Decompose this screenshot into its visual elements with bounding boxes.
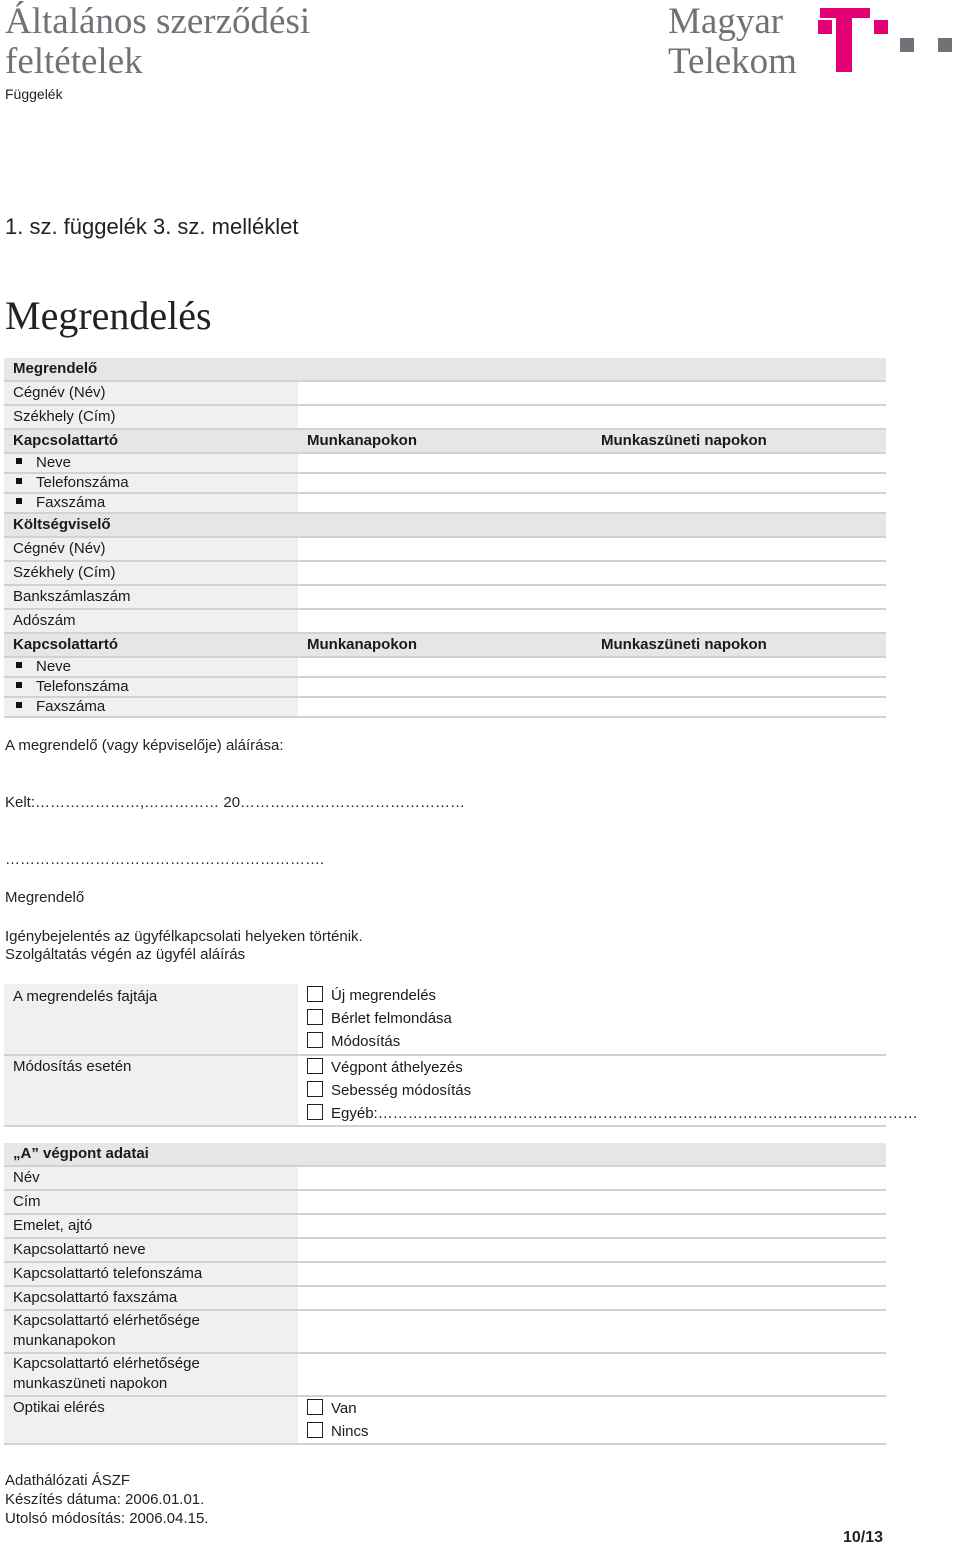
document-title-line1: Általános szerződési: [5, 1, 311, 42]
note-line1: Igénybejelentés az ügyfélkapcsolati helyeken történik.: [5, 928, 363, 945]
checkbox-icon[interactable]: [307, 1399, 323, 1415]
footer: [5, 1471, 208, 1528]
brand-name-line2: Telekom: [668, 41, 797, 82]
form-title: Megrendelés: [5, 293, 212, 338]
footer-modified-date: Utolsó módosítás: 2006.04.15.: [5, 1510, 209, 1527]
endpoint-avail-work-line1: Kapcsolattartó elérhetősége: [13, 1312, 200, 1329]
option-other-text: Egyéb:………………………………………………………………………………………………: [331, 1105, 918, 1122]
payer-company-label: Cégnév (Név): [4, 537, 298, 561]
payer-workdays-heading: Munkanapokon: [298, 633, 592, 657]
endpoint-section-heading: „A” végpont adatai: [4, 1143, 886, 1166]
modify-case-label: Módosítás esetén: [4, 1055, 298, 1126]
checkbox-icon[interactable]: [307, 1058, 323, 1074]
option-optical-yes[interactable]: [307, 1397, 886, 1420]
payer-fax-workdays-field[interactable]: [298, 697, 592, 717]
endpoint-avail-holiday-line1: Kapcsolattartó elérhetősége: [13, 1355, 200, 1372]
optical-access-options: [298, 1396, 886, 1444]
bullet-icon: [16, 702, 22, 708]
option-optical-no-text: Nincs: [331, 1423, 369, 1440]
endpoint-contact-name-field[interactable]: [298, 1238, 886, 1262]
optical-access-label: Optikai elérés: [4, 1396, 298, 1444]
bullet-icon: [16, 662, 22, 668]
checkbox-icon[interactable]: [307, 1104, 323, 1120]
orderer-fax-holidays-field[interactable]: [592, 493, 886, 513]
checkbox-icon[interactable]: [307, 1032, 323, 1048]
orderer-contact-name-text: Neve: [36, 454, 72, 471]
payer-contact-fax-text: Faxszáma: [36, 698, 106, 715]
note-line2: Szolgáltatás végén az ügyfél aláírás: [5, 946, 246, 963]
brand-name: [668, 2, 797, 82]
endpoint-contact-name-label: Kapcsolattartó neve: [4, 1238, 298, 1262]
endpoint-contact-fax-label: Kapcsolattartó faxszáma: [4, 1286, 298, 1310]
payer-holidays-heading: Munkaszüneti napokon: [592, 633, 886, 657]
orderer-fax-workdays-field[interactable]: [298, 493, 592, 513]
orderer-phone-workdays-field[interactable]: [298, 473, 592, 493]
telekom-t-logo-icon: [818, 6, 956, 74]
orderer-seat-field[interactable]: [298, 405, 886, 429]
payer-company-field[interactable]: [298, 537, 886, 561]
payer-fax-holidays-field[interactable]: [592, 697, 886, 717]
order-type-label: A megrendelés fajtája: [4, 984, 298, 1055]
document-subtitle: Függelék: [5, 86, 63, 102]
bullet-icon: [16, 458, 22, 464]
bullet-icon: [16, 498, 22, 504]
checkbox-icon[interactable]: [307, 1009, 323, 1025]
orderer-contact-fax-text: Faxszáma: [36, 494, 106, 511]
orderer-contact-fax-label: [4, 493, 298, 513]
endpoint-avail-holiday-field[interactable]: [298, 1353, 886, 1396]
brand-name-line1: Magyar: [668, 1, 784, 42]
payer-bank-label: Bankszámlaszám: [4, 585, 298, 609]
option-speed-change[interactable]: [307, 1079, 886, 1102]
endpoint-contact-phone-label: Kapcsolattartó telefonszáma: [4, 1262, 298, 1286]
endpoint-address-field[interactable]: [298, 1190, 886, 1214]
orderer-holidays-heading: Munkaszüneti napokon: [592, 429, 886, 453]
option-lease-cancel[interactable]: [307, 1007, 886, 1030]
orderer-name-holidays-field[interactable]: [592, 453, 886, 473]
endpoint-floor-label: Emelet, ajtó: [4, 1214, 298, 1238]
orderer-contact-name-label: [4, 453, 298, 473]
footer-created-date: Készítés dátuma: 2006.01.01.: [5, 1491, 205, 1508]
payer-tax-field[interactable]: [298, 609, 886, 633]
payer-name-holidays-field[interactable]: [592, 657, 886, 677]
orderer-company-label: Cégnév (Név): [4, 381, 298, 405]
endpoint-address-label: Cím: [4, 1190, 298, 1214]
orderer-seat-label: Székhely (Cím): [4, 405, 298, 429]
endpoint-table: [4, 1143, 886, 1445]
orderer-contact-phone-label: [4, 473, 298, 493]
endpoint-avail-work-field[interactable]: [298, 1310, 886, 1353]
option-new-order-text: Új megrendelés: [331, 987, 437, 1004]
endpoint-avail-holiday-line2: munkaszüneti napokon: [13, 1375, 168, 1392]
orderer-company-field[interactable]: [298, 381, 886, 405]
annex-title: 1. sz. függelék 3. sz. melléklet: [5, 214, 299, 239]
option-move-endpoint[interactable]: [307, 1056, 886, 1079]
signature-label: A megrendelő (vagy képviselője) aláírása:: [5, 737, 284, 754]
bullet-icon: [16, 682, 22, 688]
payer-contact-heading: Kapcsolattartó: [4, 633, 298, 657]
page-number: 10/13: [843, 1529, 884, 1546]
endpoint-floor-field[interactable]: [298, 1214, 886, 1238]
orderer-table: [4, 358, 886, 718]
signature-role: Megrendelő: [5, 889, 85, 906]
checkbox-icon[interactable]: [307, 1081, 323, 1097]
document-title: [5, 2, 310, 82]
order-type-options: [298, 984, 886, 1055]
orderer-contact-phone-text: Telefonszáma: [36, 474, 129, 491]
document-title-line2: feltételek: [5, 41, 143, 82]
option-move-endpoint-text: Végpont áthelyezés: [331, 1059, 463, 1076]
orderer-section-heading: Megrendelő: [4, 358, 886, 381]
footer-doc-name: Adathálózati ÁSZF: [5, 1472, 131, 1489]
signature-line[interactable]: ……………………………………………………….: [5, 851, 325, 868]
payer-name-workdays-field[interactable]: [298, 657, 592, 677]
date-line[interactable]: Kelt:…………………,…………… 20………………………………………: [5, 794, 466, 811]
modify-options: [298, 1055, 918, 1126]
orderer-phone-holidays-field[interactable]: [592, 473, 886, 493]
payer-section-heading: Költségviselő: [4, 513, 886, 537]
payer-seat-field[interactable]: [298, 561, 886, 585]
option-optical-no[interactable]: [307, 1420, 886, 1443]
payer-contact-name-label: [4, 657, 298, 677]
payer-contact-phone-text: Telefonszáma: [36, 678, 129, 695]
option-speed-change-text: Sebesség módosítás: [331, 1082, 472, 1099]
endpoint-contact-phone-field[interactable]: [298, 1262, 886, 1286]
payer-bank-field[interactable]: [298, 585, 886, 609]
bullet-icon: [16, 478, 22, 484]
payer-contact-phone-label: [4, 677, 298, 697]
option-other[interactable]: [307, 1102, 918, 1125]
order-type-table: [4, 984, 918, 1127]
endpoint-avail-work-label: [4, 1310, 298, 1353]
payer-seat-label: Székhely (Cím): [4, 561, 298, 585]
payer-phone-holidays-field[interactable]: [592, 677, 886, 697]
endpoint-name-field[interactable]: [298, 1166, 886, 1190]
orderer-workdays-heading: Munkanapokon: [298, 429, 592, 453]
checkbox-icon[interactable]: [307, 986, 323, 1002]
option-lease-cancel-text: Bérlet felmondása: [331, 1010, 452, 1027]
endpoint-avail-holiday-label: [4, 1353, 298, 1396]
checkbox-icon[interactable]: [307, 1422, 323, 1438]
option-modify[interactable]: [307, 1030, 886, 1053]
endpoint-name-label: Név: [4, 1166, 298, 1190]
option-modify-text: Módosítás: [331, 1033, 401, 1050]
payer-tax-label: Adószám: [4, 609, 298, 633]
endpoint-contact-fax-field[interactable]: [298, 1286, 886, 1310]
payer-phone-workdays-field[interactable]: [298, 677, 592, 697]
endpoint-avail-work-line2: munkanapokon: [13, 1332, 116, 1349]
option-new-order[interactable]: [307, 984, 886, 1007]
option-optical-yes-text: Van: [331, 1400, 357, 1417]
payer-contact-fax-label: [4, 697, 298, 717]
orderer-name-workdays-field[interactable]: [298, 453, 592, 473]
orderer-contact-heading: Kapcsolattartó: [4, 429, 298, 453]
payer-contact-name-text: Neve: [36, 658, 72, 675]
